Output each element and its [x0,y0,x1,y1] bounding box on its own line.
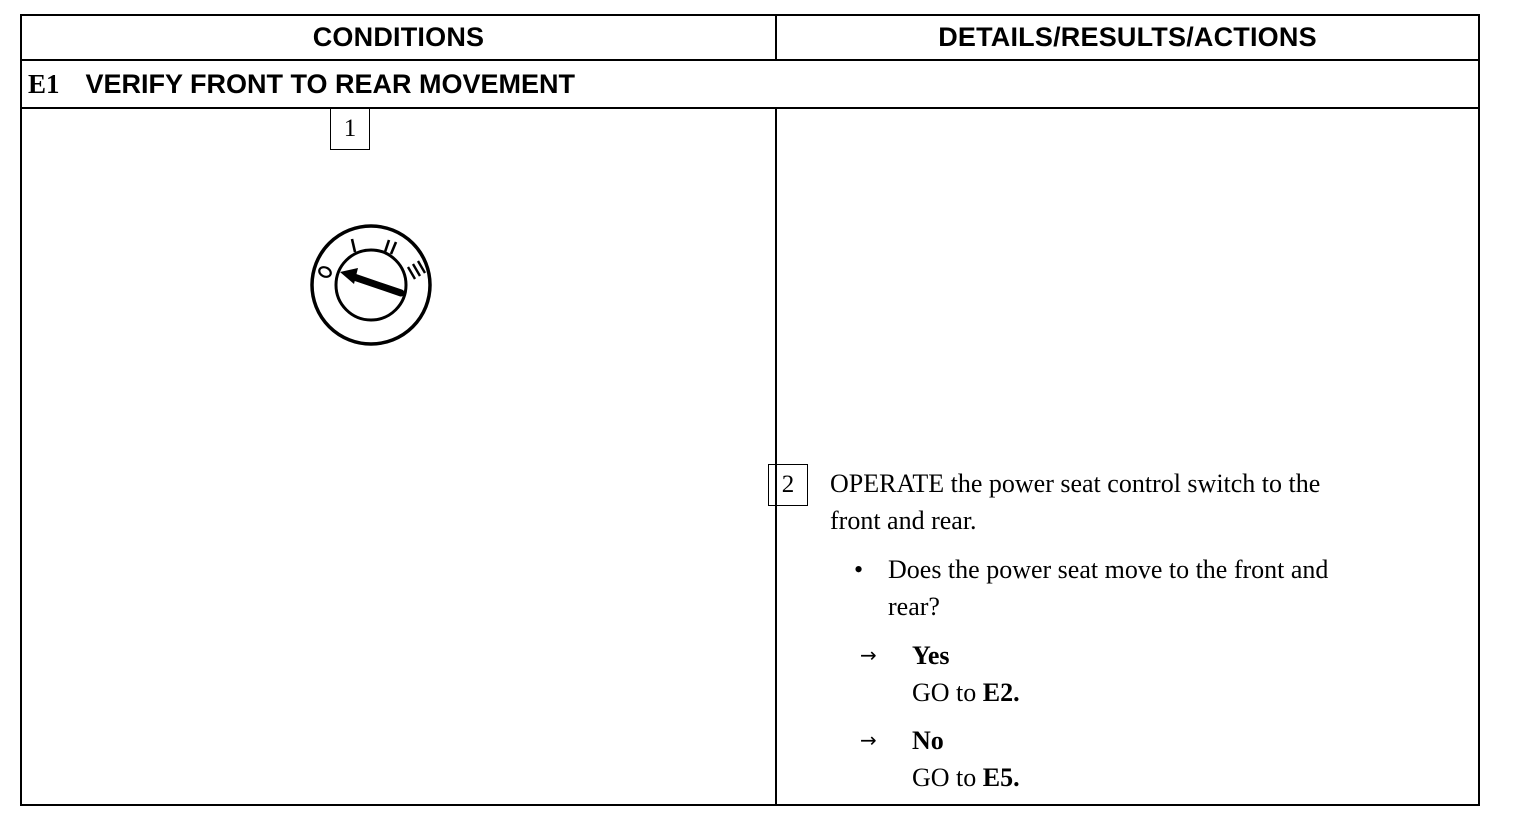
ignition-position-0-mark [318,265,333,278]
table-header-row [22,16,1478,61]
step-number-box: 2 [768,464,808,506]
section-id: E1 [28,68,60,99]
branch-body [912,637,1020,711]
step-number-box: 1 [330,108,370,150]
right-arrow-icon: → [860,643,877,667]
ignition-switch-svg [288,210,458,360]
no-branch [860,722,1020,796]
instruction-line: OPERATE the power seat control switch to the [830,469,1321,498]
instruction-line: front and rear. [830,506,977,535]
section-title: VERIFY FRONT TO REAR MOVEMENT [85,68,576,99]
ignition-position-II-mark [385,240,396,254]
yes-branch [860,637,1020,711]
question-bullet-item [852,551,1452,625]
branch-body [912,722,1020,796]
diagnostic-table [20,14,1480,806]
no-action [912,759,1020,796]
ignition-key-pointer [340,268,401,293]
action-target-link[interactable]: E2. [982,678,1020,707]
ignition-position-III-mark [408,261,425,279]
action-text: GO to [912,678,983,707]
yes-label: Yes [912,641,950,670]
section-heading-row [22,61,1478,109]
question-line: Does the power seat move to the front and [888,555,1329,584]
header-column-divider [775,16,777,61]
action-target-link[interactable]: E5. [982,763,1020,792]
details-results-actions-header: DETAILS/RESULTS/ACTIONS [938,22,1317,52]
no-label: No [912,726,944,755]
right-arrow-icon: → [860,728,877,752]
action-text: GO to [912,763,983,792]
conditions-header: CONDITIONS [312,22,485,52]
question-text [888,551,1448,625]
yes-action [912,674,1020,711]
ignition-switch-off-icon [288,210,458,365]
bullet-icon: • [854,555,864,584]
step-instruction [830,465,1440,539]
ignition-position-I-mark [352,239,355,252]
question-line: rear? [888,592,940,621]
body-column-divider [775,109,777,804]
